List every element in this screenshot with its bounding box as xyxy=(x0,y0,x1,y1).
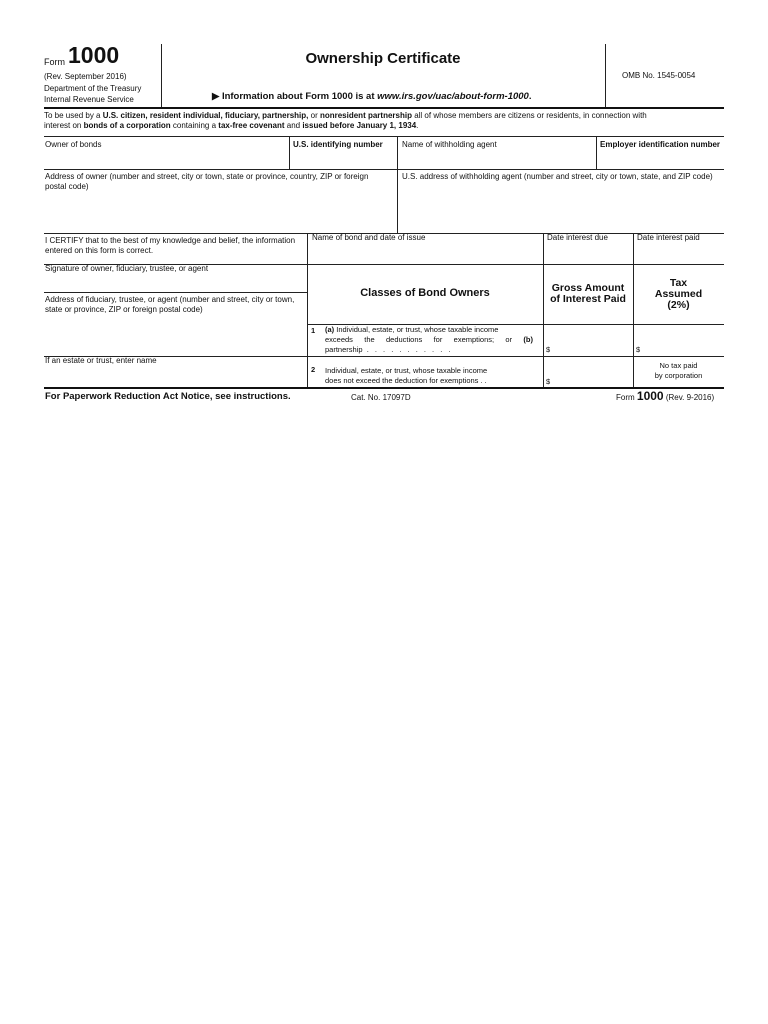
info-text: Information about Form 1000 is at xyxy=(221,91,378,102)
row2-number: 2 xyxy=(311,365,316,374)
owner-address-label: Address of owner (number and street, city or town, state or province, country, ZIP or foreign postal code) xyxy=(45,172,369,191)
row1-gross-dollar: $ xyxy=(546,345,551,354)
row1-tax-dollar: $ xyxy=(636,345,641,354)
row1-tax-input[interactable] xyxy=(644,343,720,355)
omb-number: OMB No. 1545-0054 xyxy=(622,71,696,80)
us-id-number-label: U.S. identifying number xyxy=(293,140,383,149)
agent-address-label: U.S. address of withholding agent (number and street, city or town, state, and ZIP code) xyxy=(402,172,713,181)
withholding-agent-input[interactable] xyxy=(402,152,592,166)
paperwork-notice: For Paperwork Reduction Act Notice, see instructions. xyxy=(45,391,291,402)
classes-header: Classes of Bond Owners xyxy=(360,287,490,299)
info-url-link[interactable]: www.irs.gov/uac/about-form-1000 xyxy=(377,91,529,102)
form-label: Form xyxy=(44,57,65,67)
catalog-number: Cat. No. 17097D xyxy=(351,393,411,402)
fiduciary-address-label: Address of fiduciary, trustee, or agent (number and street, city or town, state or province, ZIP or foreign postal code) xyxy=(45,295,295,314)
row1-gross-input[interactable] xyxy=(554,343,630,355)
date-interest-due-input[interactable] xyxy=(547,246,629,262)
bond-name-input[interactable] xyxy=(312,246,538,262)
us-id-number-input[interactable] xyxy=(293,152,393,166)
owner-of-bonds-input[interactable] xyxy=(45,152,285,166)
arrow-icon: ▶ xyxy=(212,91,220,102)
date-interest-due-label: Date interest due xyxy=(547,233,608,242)
owner-address-input[interactable] xyxy=(45,200,390,228)
agent-address-input[interactable] xyxy=(402,200,717,228)
department-name: Department of the Treasury xyxy=(44,84,142,93)
revision-date: (Rev. September 2016) xyxy=(44,72,127,81)
row2-description: Individual, estate, or trust, whose taxable income does not exceed the deduction for exemptions . . xyxy=(325,366,488,385)
no-tax-note: No tax paid by corporation xyxy=(654,361,703,380)
row2-gross-dollar: $ xyxy=(546,377,551,386)
estate-name-label: If an estate or trust, enter name xyxy=(45,356,157,365)
row1-number: 1 xyxy=(311,326,316,335)
row2-gross-input[interactable] xyxy=(554,374,630,386)
row1-description: (a) Individual, estate, or trust, whose taxable income exceeds the deductions for exemptions; or (b) partnership . . . . . . . . . . . xyxy=(325,325,533,354)
estate-name-input[interactable] xyxy=(45,369,300,383)
ein-input[interactable] xyxy=(600,152,720,166)
date-interest-paid-label: Date interest paid xyxy=(637,233,700,242)
signature-label: Signature of owner, fiduciary, trustee, or agent xyxy=(45,264,209,273)
ein-label: Employer identification number xyxy=(600,140,721,149)
owner-of-bonds-label: Owner of bonds xyxy=(45,140,102,149)
form-number: 1000 xyxy=(68,42,120,68)
gross-amount-header: Gross Amount of Interest Paid xyxy=(550,282,626,305)
signature-input[interactable] xyxy=(45,276,300,290)
form-title: Ownership Certificate xyxy=(305,50,461,67)
withholding-agent-label: Name of withholding agent xyxy=(402,140,497,149)
service-name: Internal Revenue Service xyxy=(44,95,134,104)
fiduciary-address-input[interactable] xyxy=(45,318,300,352)
date-interest-paid-input[interactable] xyxy=(637,246,721,262)
footer-form-id: Form 1000 (Rev. 9-2016) xyxy=(616,389,715,403)
info-line: ▶ Information about Form 1000 is at www.irs.gov/uac/about-form-1000. xyxy=(212,91,532,102)
tax-assumed-header: Tax Assumed (2%) xyxy=(654,277,703,311)
certify-statement: I CERTIFY that to the best of my knowledge and belief, the information entered on this form is correct. xyxy=(45,236,296,255)
bond-name-label: Name of bond and date of issue xyxy=(312,233,426,242)
intro-text: To be used by a U.S. citizen, resident individual, fiduciary, partnership, or nonresident partnership all of whose members are citizens or residents, in connection with interest on bonds of a corporation containing a tax-free covenant and issued before January 1, 1934. xyxy=(44,111,647,130)
